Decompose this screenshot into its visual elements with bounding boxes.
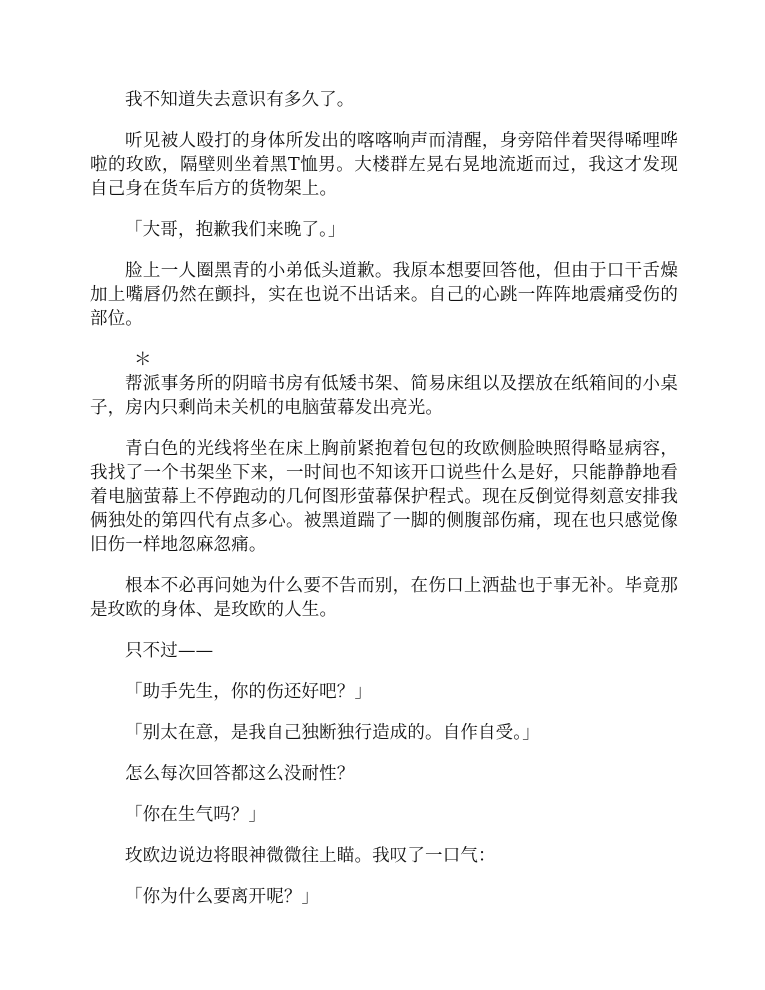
paragraph: 听见被人殴打的身体所发出的喀喀响声而清醒，身旁陪伴着哭得唏哩哗啦的玫欧，隔壁则坐着黑T恤男。大楼群左晃右晃地流逝而过，我这才发现自己身在货车后方的货物架上。: [90, 131, 678, 199]
scene-break-asterisk: ＊: [134, 350, 152, 370]
paragraph: 只不过——: [125, 641, 214, 661]
paragraph: 「你在生气吗？」: [125, 805, 267, 825]
paragraph: 玫欧边说边将眼神微微往上瞄。我叹了一口气：: [125, 846, 496, 866]
paragraph: 「你为什么要离开呢？」: [125, 887, 320, 907]
paragraph: 「助手先生，你的伤还好吧？」: [125, 682, 373, 702]
paragraph: 帮派事务所的阴暗书房有低矮书架、简易床组以及摆放在纸箱间的小桌子，房内只剩尚未关机的电脑萤幕发出亮光。: [90, 374, 678, 418]
paragraph: 「大哥，抱歉我们来晚了。」: [125, 220, 346, 240]
paragraph: 怎么每次回答都这么没耐性？: [125, 764, 355, 784]
paragraph: 「别太在意，是我自己独断独行造成的。自作自受。」: [125, 723, 540, 743]
paragraph: 脸上一人圈黑青的小弟低头道歉。我原本想要回答他，但由于口干舌燥加上嘴唇仍然在颤抖，实在也说不出话来。自己的心跳一阵阵地震痛受伤的部位。: [90, 261, 678, 329]
paragraph: 青白色的光线将坐在床上胸前紧抱着包包的玫欧侧脸映照得略显病容，我找了一个书架坐下来，一时间也不知该开口说些什么是好，只能静静地看着电脑萤幕上不停跑动的几何图形萤幕保护程式。现在反倒觉得刻意安排我俩独处的第四代有点多心。被黑道踹了一脚的侧腹部伤痛，现在也只感觉像旧伤一样地忽麻忽痛。: [90, 439, 678, 555]
paragraph: 我不知道失去意识有多久了。: [125, 90, 355, 110]
paragraph: 根本不必再问她为什么要不告而别，在伤口上洒盐也于事无补。毕竟那是玫欧的身体、是玫欧的人生。: [90, 576, 678, 620]
text-column: [90, 88, 678, 909]
